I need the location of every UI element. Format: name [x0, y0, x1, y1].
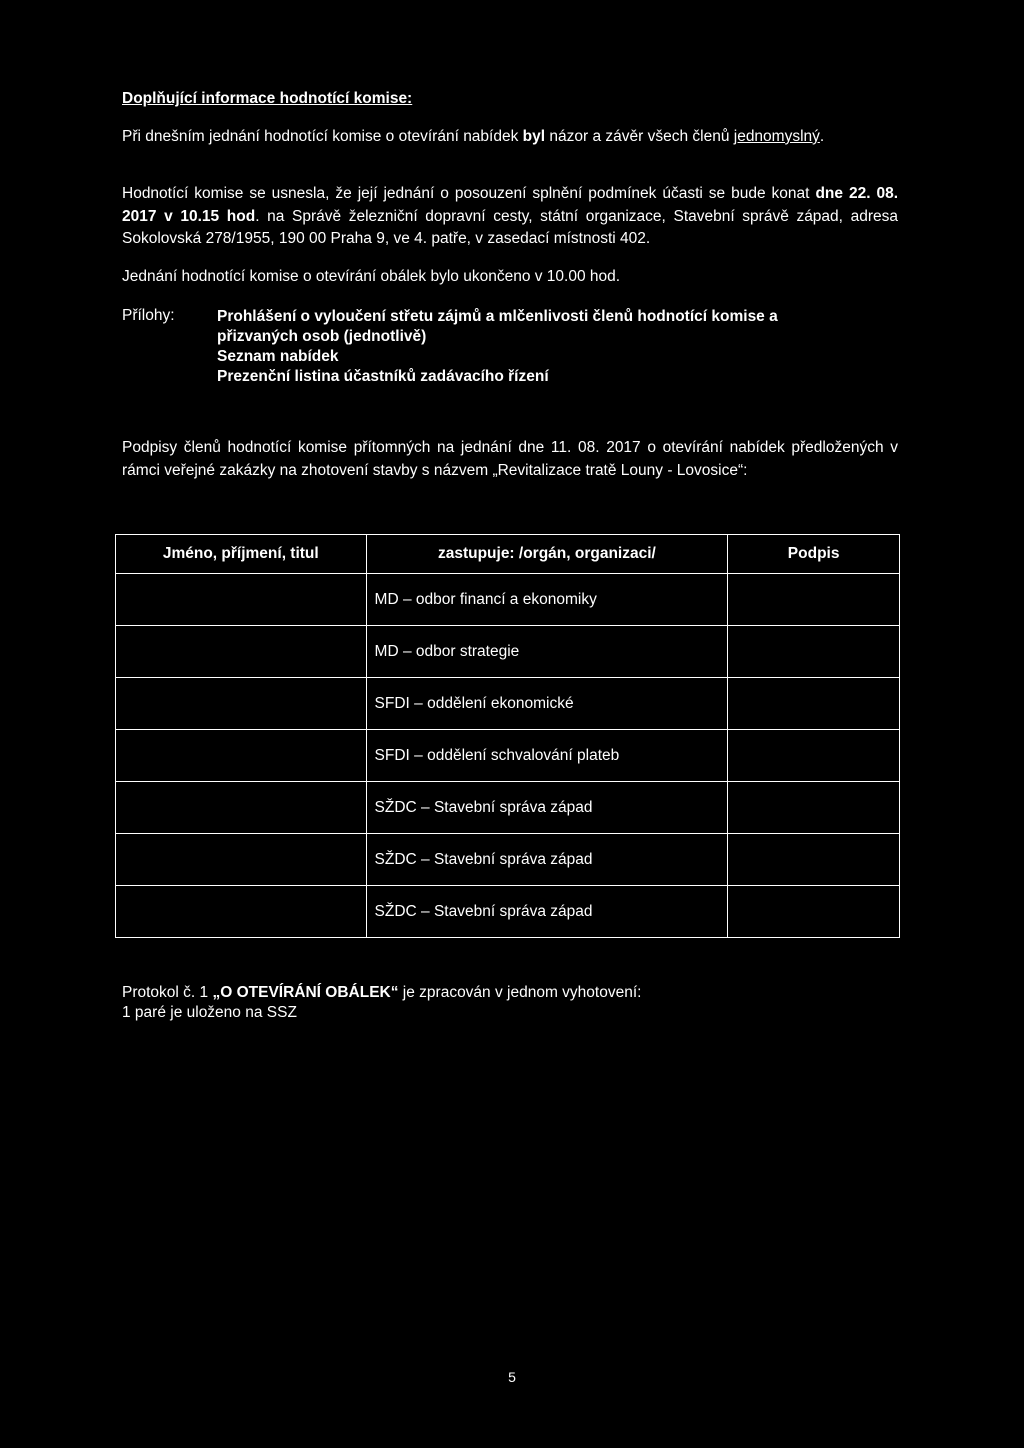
- signature-cell: [728, 782, 900, 834]
- signature-cell: [728, 626, 900, 678]
- name-cell: [116, 886, 367, 938]
- organization-cell: SFDI – oddělení schvalování plateb: [366, 730, 728, 782]
- name-cell: [116, 834, 367, 886]
- p1-text-a: Při dnešním jednání hodnotící komise o otevírání nabídek: [122, 128, 523, 145]
- section-heading: Doplňující informace hodnotící komise:: [122, 90, 413, 107]
- attachments-label: Přílohy:: [122, 307, 175, 324]
- attachments-list: [217, 307, 907, 387]
- name-cell: [116, 730, 367, 782]
- protocol-title: „O OTEVÍRÁNÍ OBÁLEK“: [212, 984, 399, 1001]
- table-row: [116, 626, 900, 678]
- protocol-storage: 1 paré je uloženo na SSZ: [122, 1004, 297, 1021]
- table-header-row: [116, 535, 900, 574]
- signature-cell: [728, 574, 900, 626]
- signature-cell: [728, 678, 900, 730]
- organization-cell: MD – odbor strategie: [366, 626, 728, 678]
- signature-cell: [728, 886, 900, 938]
- name-cell: [116, 782, 367, 834]
- organization-cell: SŽDC – Stavební správa západ: [366, 886, 728, 938]
- attachment-item: přizvaných osob (jednotlivě): [217, 328, 427, 345]
- page-number: 5: [508, 1369, 516, 1385]
- signature-cell: [728, 834, 900, 886]
- column-header-name: Jméno, příjmení, titul: [116, 535, 367, 574]
- table-row: [116, 782, 900, 834]
- table-row: [116, 730, 900, 782]
- p1-text-underline: jednomyslný: [733, 128, 820, 145]
- organization-cell: SŽDC – Stavební správa západ: [366, 782, 728, 834]
- p2-text-a: Hodnotící komise se usnesla, že její jednání o posouzení splnění podmínek účasti se bude konat: [122, 185, 816, 202]
- p2-text-b: . na Správě železniční dopravní cesty, státní organizace, Stavební správě západ, adresa Sokolovská 278/1955, 190 00 Praha 9, ve 4. patře, v zasedací místnosti 402.: [122, 207, 898, 247]
- table-row: [116, 678, 900, 730]
- table-row: [116, 574, 900, 626]
- p2-text-bold: dne 22. 08. 2017 v 10.15 hod: [122, 185, 899, 225]
- signature-table: [115, 534, 900, 938]
- name-cell: [116, 626, 367, 678]
- protocol-note: [122, 983, 641, 1023]
- table-row: [116, 886, 900, 938]
- p1-text-bold: byl: [522, 128, 546, 145]
- paragraph-closing: Jednání hodnotící komise o otevírání obálek bylo ukončeno v 10.00 hod.: [122, 268, 621, 285]
- column-header-organization: zastupuje: /orgán, organizaci/: [366, 535, 728, 574]
- signature-cell: [728, 730, 900, 782]
- p1-text-c: .: [819, 128, 825, 145]
- table-row: [116, 834, 900, 886]
- attachment-item: Prohlášení o vyloučení střetu zájmů a mlčenlivosti členů hodnotící komise a: [217, 308, 778, 325]
- organization-cell: MD – odbor financí a ekonomiky: [366, 574, 728, 626]
- protocol-text-a: Protokol č. 1: [122, 984, 213, 1001]
- organization-cell: SŽDC – Stavební správa západ: [366, 834, 728, 886]
- paragraph-opinion: [122, 126, 898, 149]
- column-header-signature: Podpis: [728, 535, 900, 574]
- paragraph-meeting: [122, 183, 898, 251]
- paragraph-signatures: Podpisy členů hodnotící komise přítomných na jednání dne 11. 08. 2017 o otevírání nabídek předložených v rámci veřejné zakázky na zhotovení stavby s názvem „Revitalizace tratě Louny - Lovosice“:: [122, 439, 898, 479]
- attachment-item: Prezenční listina účastníků zadávacího řízení: [217, 368, 549, 385]
- organization-cell: SFDI – oddělení ekonomické: [366, 678, 728, 730]
- p1-text-b: názor a závěr všech členů: [545, 128, 734, 145]
- name-cell: [116, 574, 367, 626]
- name-cell: [116, 678, 367, 730]
- protocol-text-b: je zpracován v jednom vyhotovení:: [398, 984, 642, 1001]
- attachment-item: Seznam nabídek: [217, 348, 339, 365]
